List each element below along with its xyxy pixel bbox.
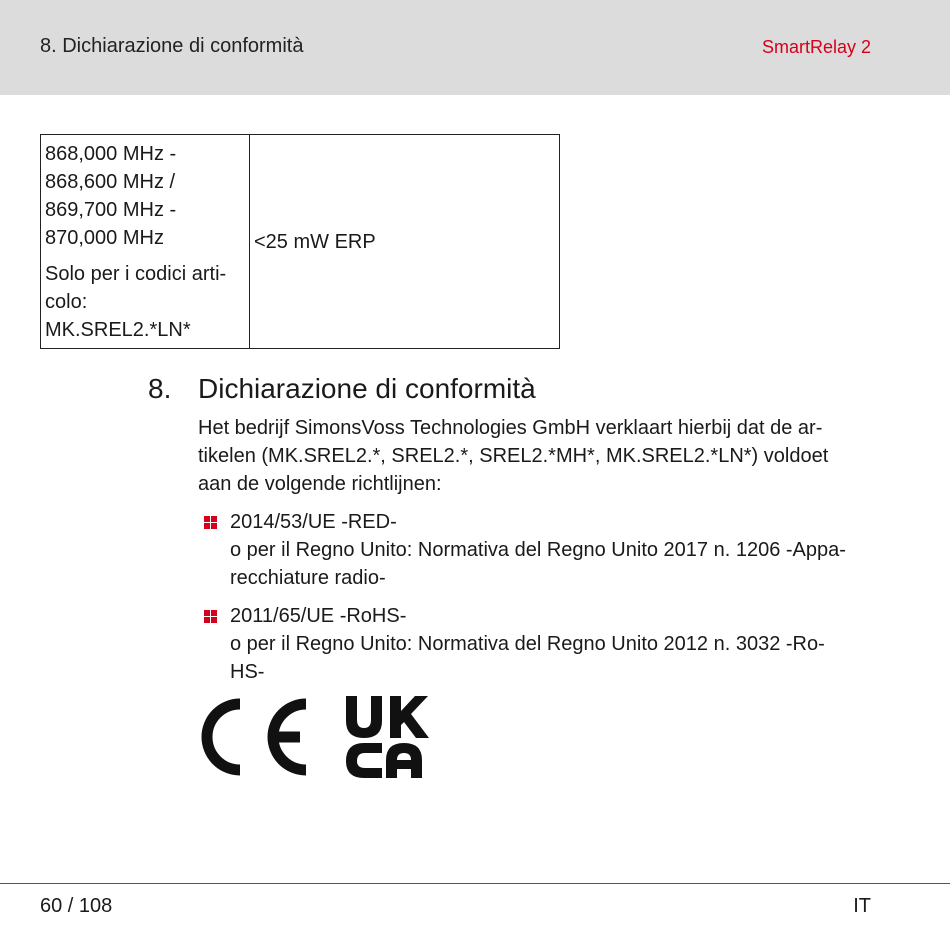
article-code-note: [45, 260, 245, 344]
section-heading: [148, 372, 888, 406]
note-line: colo:: [45, 290, 88, 313]
intro-line: aan de volgende richtlijnen:: [198, 473, 442, 495]
ce-mark-icon: [207, 704, 306, 770]
bullet-icon: [204, 516, 217, 529]
directive-line: 2011/65/UE -RoHS-: [230, 605, 407, 627]
frequency-line: 868,000 MHz -: [45, 142, 177, 165]
directive-line: HS-: [230, 661, 265, 683]
frequency-line: 869,700 MHz -: [45, 198, 177, 221]
directive-line: recchiature radio-: [230, 567, 386, 589]
list-item: [198, 508, 888, 592]
note-line: Solo per i codici arti-: [45, 262, 227, 285]
language-code: IT: [853, 895, 871, 917]
conformity-marks: [196, 694, 436, 780]
conformity-section: [148, 372, 888, 696]
directive-line: o per il Regno Unito: Normativa del Regno Unito 2017 n. 1206 -Appa-: [230, 539, 846, 561]
page-number: 60 / 108: [40, 895, 113, 917]
power-cell: <25 mW ERP: [250, 135, 560, 349]
section-number: 8.: [148, 373, 172, 404]
directive-list: [198, 508, 888, 686]
intro-line: Het bedrijf SimonsVoss Technologies GmbH verklaart hierbij dat de ar-: [198, 417, 823, 439]
list-item: [198, 602, 888, 686]
directive-line: o per il Regno Unito: Normativa del Regno Unito 2012 n. 3032 -Ro-: [230, 633, 825, 655]
frequency-table: [40, 134, 560, 349]
header-section-title: 8. Dichiarazione di conformità: [40, 35, 304, 57]
ukca-mark-icon: [346, 696, 429, 778]
ce-ukca-logos: [196, 694, 436, 780]
bullet-icon: [204, 610, 217, 623]
page-header: [0, 0, 950, 95]
section-title: Dichiarazione di conformità: [198, 373, 536, 404]
frequency-cell: [41, 135, 250, 349]
intro-line: tikelen (MK.SREL2.*, SREL2.*, SREL2.*MH*, MK.SREL2.*LN*) voldoet: [198, 445, 829, 467]
directive-line: 2014/53/UE -RED-: [230, 511, 397, 533]
table-row: [41, 135, 560, 349]
frequency-line: 868,600 MHz /: [45, 170, 176, 193]
header-product-name: SmartRelay 2: [761, 37, 871, 57]
frequency-line: 870,000 MHz: [45, 226, 164, 249]
intro-paragraph: [198, 414, 868, 498]
note-line: MK.SREL2.*LN*: [45, 318, 191, 341]
footer-divider: [0, 883, 950, 884]
